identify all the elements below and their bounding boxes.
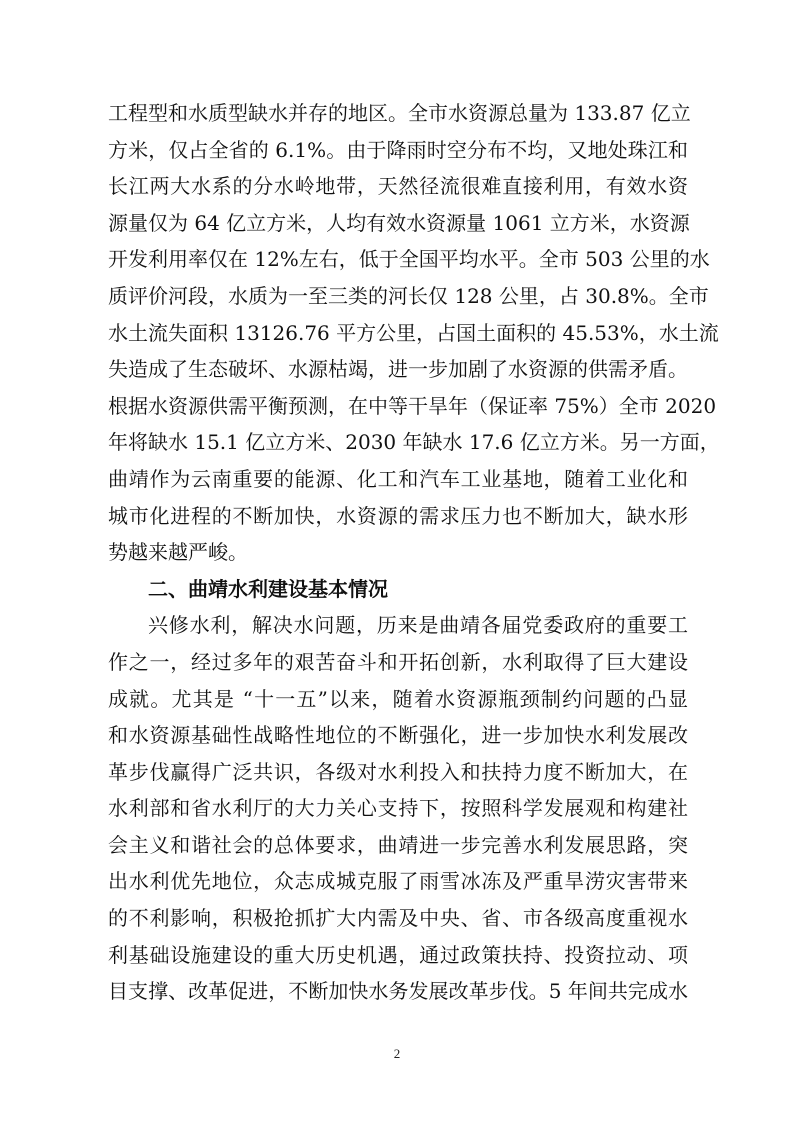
text-line: 水土流失面积 13126.76 平方公里，占国土面积的 45.53%，水土流 xyxy=(108,320,719,345)
text-line: 质评价河段，水质为一至三类的河长仅 128 公里，占 30.8%。全市 xyxy=(108,283,709,308)
text-line: 水利部和省水利厅的大力关心支持下，按照科学发展观和构建社 xyxy=(108,796,688,821)
page-number: 2 xyxy=(393,1046,401,1061)
text-line: 革步伐赢得广泛共识，各级对水利投入和扶持力度不断加大，在 xyxy=(108,759,688,784)
text-line: 长江两大水系的分水岭地带，天然径流很难直接利用，有效水资 xyxy=(108,174,688,199)
text-line: 势越来越严峻。 xyxy=(108,540,248,565)
text-line: 兴修水利，解决水问题，历来是曲靖各届党委政府的重要工 xyxy=(148,613,688,638)
text-line: 利基础设施建设的重大历史机遇，通过政策扶持、投资拉动、项 xyxy=(108,942,688,967)
text-line: 作之一，经过多年的艰苦奋斗和开拓创新，水利取得了巨大建设 xyxy=(108,649,688,674)
text-line: 开发利用率仅在 12%左右，低于全国平均水平。全市 503 公里的水 xyxy=(108,247,710,272)
section-heading: 二、曲靖水利建设基本情况 xyxy=(148,576,388,601)
text-line: 城市化进程的不断加快，水资源的需求压力也不断加大，缺水形 xyxy=(108,503,688,528)
text-line: 工程型和水质型缺水并存的地区。全市水资源总量为 133.87 亿立 xyxy=(108,101,691,125)
paragraph-water-resources xyxy=(108,95,720,571)
text-line: 会主义和谐社会的总体要求，曲靖进一步完善水利发展思路，突 xyxy=(108,832,688,857)
text-line: 和水资源基础性战略性地位的不断强化，进一步加快水利发展改 xyxy=(108,723,688,748)
text-line: 方米，仅占全省的 6.1%。由于降雨时空分布不均，又地处珠江和 xyxy=(108,137,688,162)
text-line: 曲靖作为云南重要的能源、化工和汽车工业基地，随着工业化和 xyxy=(108,466,688,491)
paragraph-water-construction xyxy=(108,607,688,1010)
text-line: 源量仅为 64 亿立方米，人均有效水资源量 1061 立方米，水资源 xyxy=(108,210,690,235)
text-line: 目支撑、改革促进，不断加快水务发展改革步伐。5 年间共完成水 xyxy=(108,979,688,1004)
text-line: 出水利优先地位，众志成城克服了雨雪冰冻及严重旱涝灾害带来 xyxy=(108,869,688,894)
text-line: 根据水资源供需平衡预测，在中等干旱年（保证率 75%）全市 2020 xyxy=(108,393,717,418)
text-line: 成就。尤其是 “十一五”以来，随着水资源瓶颈制约问题的凸显 xyxy=(108,686,688,711)
body-text xyxy=(108,95,720,1010)
text-line: 失造成了生态破坏、水源枯竭，进一步加剧了水资源的供需矛盾。 xyxy=(108,357,688,382)
text-line: 的不利影响，积极抢抓扩大内需及中央、省、市各级高度重视水 xyxy=(108,906,688,931)
text-line: 年将缺水 15.1 亿立方米、2030 年缺水 17.6 亿立方米。另一方面， xyxy=(108,430,720,455)
